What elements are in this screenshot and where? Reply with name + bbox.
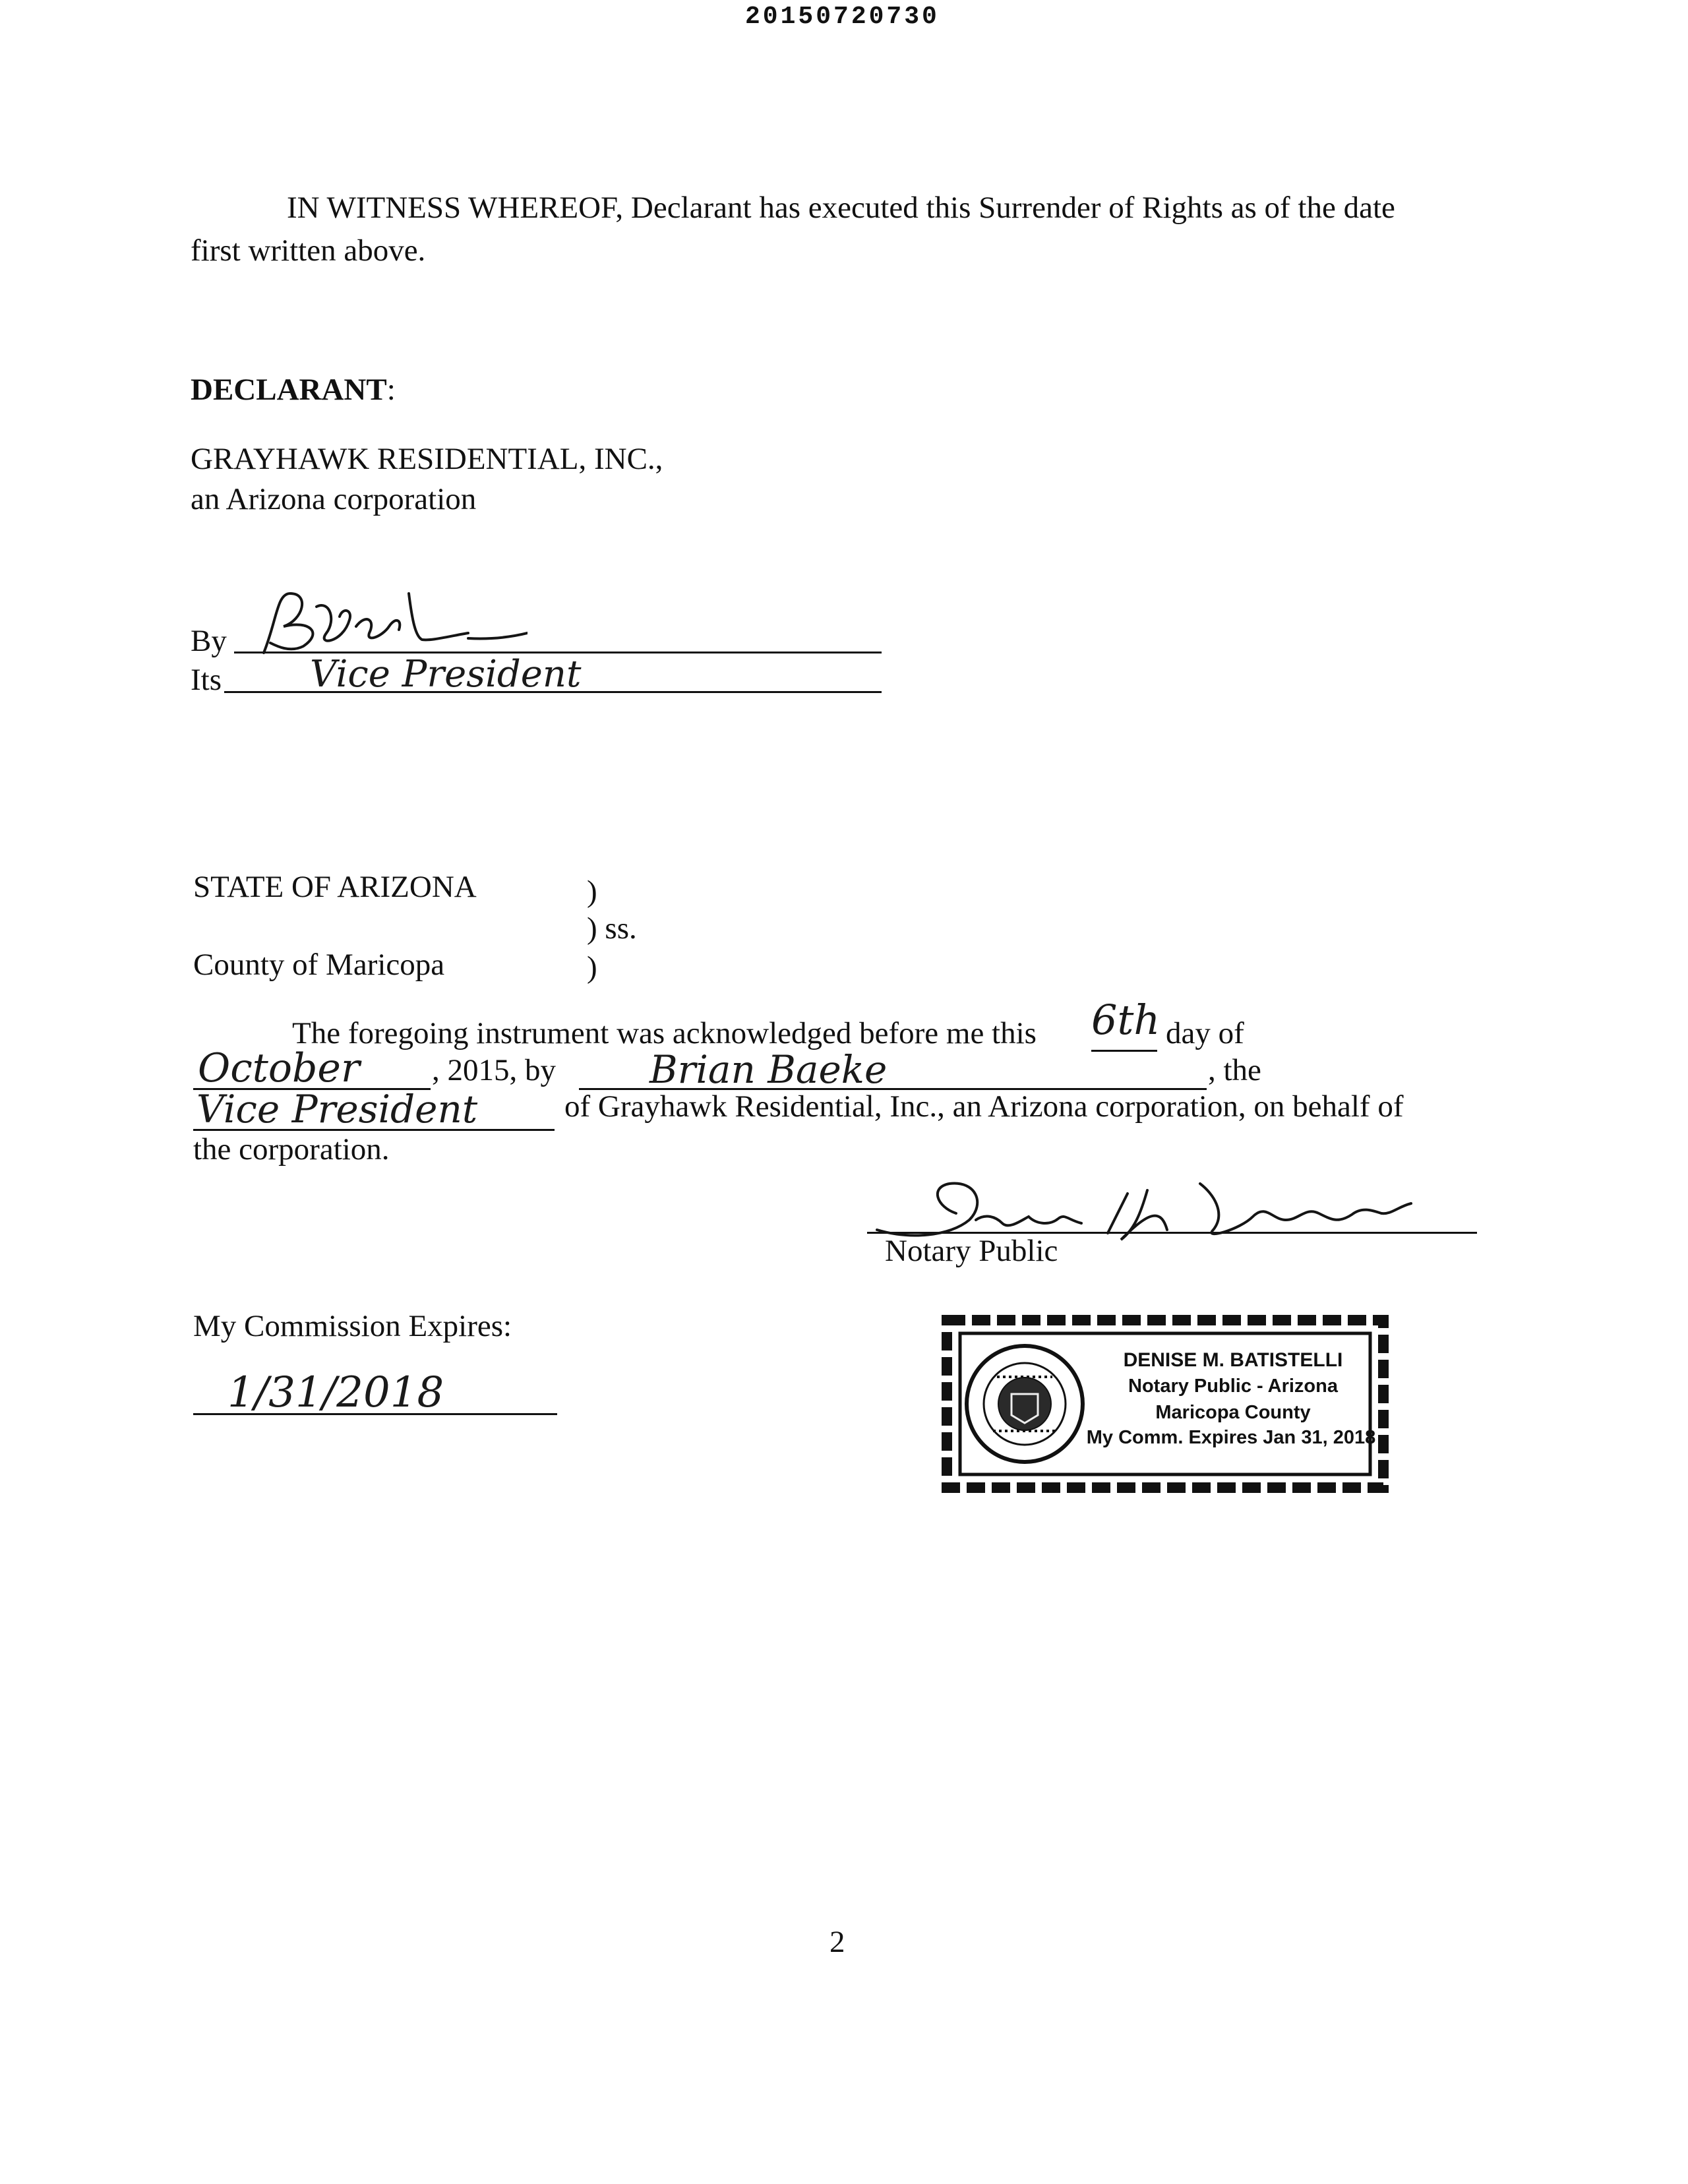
its-label: Its: [191, 663, 222, 697]
stamp-title: Notary Public - Arizona: [1128, 1376, 1338, 1397]
witness-line-2: first written above.: [191, 233, 426, 268]
declarant-heading-colon: :: [386, 373, 396, 407]
stamp-county: Maricopa County: [1155, 1402, 1311, 1423]
venue-paren-1: ): [587, 874, 597, 909]
commission-date-handwritten: 1/31/2018: [227, 1368, 444, 1417]
venue-state: STATE OF ARIZONA: [193, 870, 477, 904]
ack-line-4: the corporation.: [193, 1132, 390, 1167]
company-name: GRAYHAWK RESIDENTIAL, INC.,: [191, 442, 663, 476]
title-handwritten: Vice President: [196, 1087, 478, 1132]
ack-line-2-post: , the: [1208, 1053, 1261, 1087]
declarant-heading: [191, 372, 396, 408]
its-handwritten: Vice President: [310, 653, 582, 696]
name-handwritten: Brian Baeke: [649, 1047, 888, 1092]
ack-line-1-post: day of: [1166, 1016, 1244, 1050]
company-type: an Arizona corporation: [191, 482, 477, 516]
day-line: [1091, 1050, 1157, 1052]
stamp-expires: My Comm. Expires Jan 31, 2018: [1086, 1427, 1376, 1448]
stamp-name: DENISE M. BATISTELLI: [1123, 1349, 1343, 1371]
commission-label: My Commission Expires:: [193, 1309, 512, 1343]
declarant-heading-text: DECLARANT: [191, 373, 387, 407]
witness-line-1: IN WITNESS WHEREOF, Declarant has executed this Surrender of Rights as of the date: [287, 191, 1395, 225]
by-label: By: [191, 624, 227, 658]
notary-stamp: [938, 1311, 1393, 1497]
page-number: 2: [829, 1925, 845, 1959]
document-number: 20150720730: [745, 3, 940, 31]
venue-paren-3: ): [587, 950, 597, 985]
day-handwritten: 6th: [1091, 996, 1160, 1044]
notary-label: Notary Public: [885, 1234, 1058, 1268]
month-handwritten: October: [198, 1045, 360, 1091]
venue-county: County of Maricopa: [193, 948, 445, 982]
ack-line-2-mid: , 2015, by: [432, 1053, 556, 1087]
ack-line-1-pre: The foregoing instrument was acknowledged before me this: [292, 1016, 1037, 1050]
ack-line-3-post: of Grayhawk Residential, Inc., an Arizona corporation, on behalf of: [564, 1089, 1404, 1124]
venue-ss: ) ss.: [587, 911, 637, 946]
